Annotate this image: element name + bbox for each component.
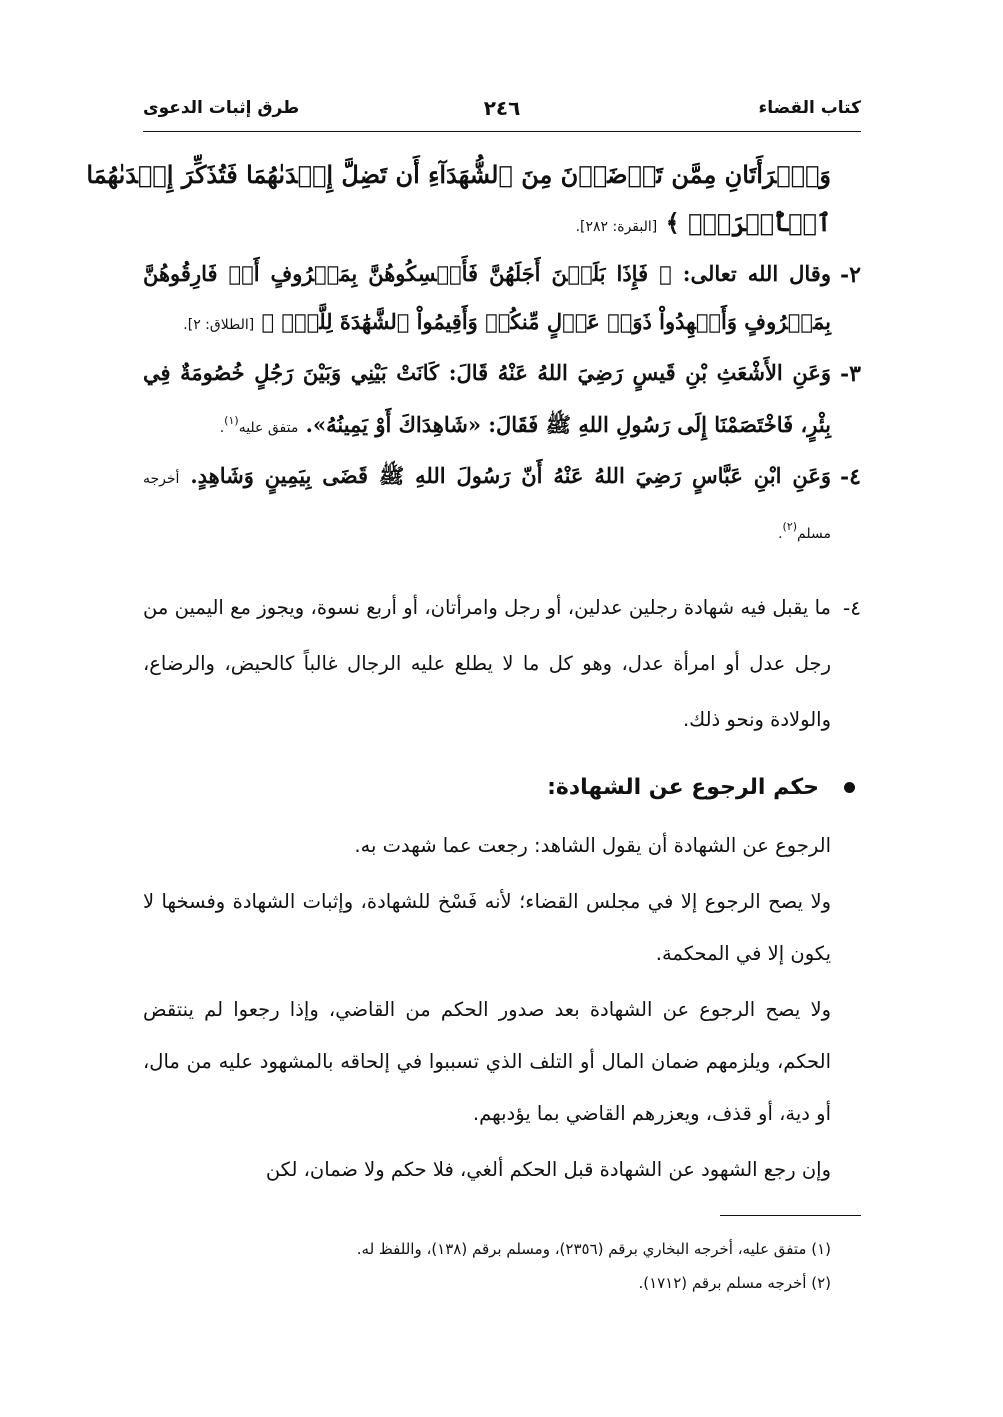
list-item-2	[143, 250, 861, 349]
hadith-source: متفق عليه	[238, 420, 299, 436]
verse-continuation	[86, 150, 861, 250]
hadith-text	[143, 452, 831, 558]
paragraph: الرجوع عن الشهادة أن يقول الشاهد: رجعت عما شهدت به.	[354, 834, 831, 857]
list-item-3	[143, 349, 861, 452]
section-title: حكم الرجوع عن الشهادة:	[547, 775, 819, 800]
footnote-2: (٢) أخرجه مسلم برقم (١٧١٢).	[638, 1274, 831, 1292]
bullet-icon	[844, 782, 855, 793]
footnote-ref-1[interactable]: (١)	[224, 414, 239, 427]
item-text	[143, 250, 831, 349]
verse-line-2-text: ٱلۡأُخۡرَىٰۚ ﴾	[665, 208, 831, 237]
hadith-text	[143, 349, 831, 452]
paragraph: وإن رجع الشهود عن الشهادة قبل الحكم ألغي، فلا حكم ولا ضمان، لكن	[265, 1158, 831, 1181]
footnote-divider	[720, 1215, 861, 1216]
item-number: ٣-	[840, 361, 861, 387]
hadith-body: وَعَنِ الأَشْعَثِ بْنِ قَيسٍ رَضِيَ اللهُ عَنْهُ قَالَ: كَانَتْ بَيْنِي وَبَيْنَ رَجُلٍ خُصُومَةٌ فِي بِئْرٍ، فَاخْتَصَمْنَا إِلَى رَسُولِ اللهِ ﷺ فَقَالَ: «شَاهِدَاكَ أَوْ يَمِينُهُ».	[143, 360, 831, 437]
item-lead: وقال الله تعالى:	[682, 261, 831, 286]
hadith-body: وَعَنِ ابْنِ عَبَّاسٍ رَضِيَ اللهُ عَنْهُ أَنّ رَسُولَ اللهِ ﷺ قَضَى بِيَمِينٍ وَشَاهِدٍ.	[190, 463, 832, 488]
header-divider	[143, 131, 861, 132]
point-4	[143, 580, 861, 748]
header-chapter-title: طرق إثبات الدعوى	[143, 98, 300, 118]
list-item-4	[143, 452, 861, 558]
paragraph: ولا يصح الرجوع عن الشهادة بعد صدور الحكم من القاضي، وإذا رجعوا لم ينتقض الحكم، ويلزمهم ضمان المال أو التلف الذي تسببوا في إلحاقه بالمشهود عليه من مال، أو دية، أو قذف، ويعزرهم القاضي بما يؤدبهم.	[143, 998, 831, 1125]
footnote-1: (١) متفق عليه، أخرجه البخاري برقم (٢٣٥٦)، ومسلم برقم (١٣٨)، واللفظ له.	[356, 1240, 831, 1258]
page-number: ٢٤٦	[483, 96, 521, 120]
sentence-end: .	[219, 420, 225, 436]
point-text: ما يقبل فيه شهادة رجلين عدلين، أو رجل وامرأتان، أو أربع نسوة، ويجوز مع اليمين من رجل عدل أو امرأة عدل، وهو كل ما لا يطلع عليه الرجال غالباً كالحيض، والرضاع، والولادة ونحو ذلك.	[143, 596, 831, 731]
footnote-ref-2[interactable]: (٢)	[782, 520, 798, 533]
verse-reference: [البقرة: ٢٨٢].	[575, 219, 658, 235]
hadith-source: أخرجه مسلم	[143, 471, 831, 542]
running-header	[143, 98, 861, 132]
page-body	[86, 150, 861, 1196]
header-book-title: كتاب القضاء	[758, 98, 861, 118]
item-number: ٤-	[840, 464, 861, 490]
verse-line-2	[143, 200, 831, 250]
sentence-end: .	[778, 526, 783, 542]
paragraph: ولا يصح الرجوع إلا في مجلس القضاء؛ لأنه فَسْخ للشهادة، وإثبات الشهادة وفسخها لا يكون إلا في المحكمة.	[143, 890, 831, 965]
quran-verse: ﴿ فَإِذَا بَلَغۡنَ أَجَلَهُنَّ فَأَمۡسِكُوهُنَّ بِمَعۡرُوفٍ أَوۡ فَارِقُوهُنَّ بِمَعۡرُوفٍ وَأَشۡهِدُواْ ذَوَيۡ عَدۡلٍ مِّنكُمۡ وَأَقِيمُواْ ٱلشَّهَٰدَةَ لِلَّهِۚ ﴾	[143, 261, 831, 334]
footnotes	[143, 1232, 861, 1300]
verse-reference: [الطلاق: ٢].	[183, 317, 255, 333]
point-number: ٤-	[843, 596, 861, 620]
item-number: ٢-	[840, 262, 861, 288]
verse-line-1: وَٱمۡرَأَتَانِ مِمَّن تَرۡضَوۡنَ مِنَ ٱلشُّهَدَآءِ أَن تَضِلَّ إِحۡدَىٰهُمَا فَتُذَكِّرَ إِحۡدَىٰهُمَا	[86, 160, 831, 189]
section-heading	[143, 760, 861, 816]
